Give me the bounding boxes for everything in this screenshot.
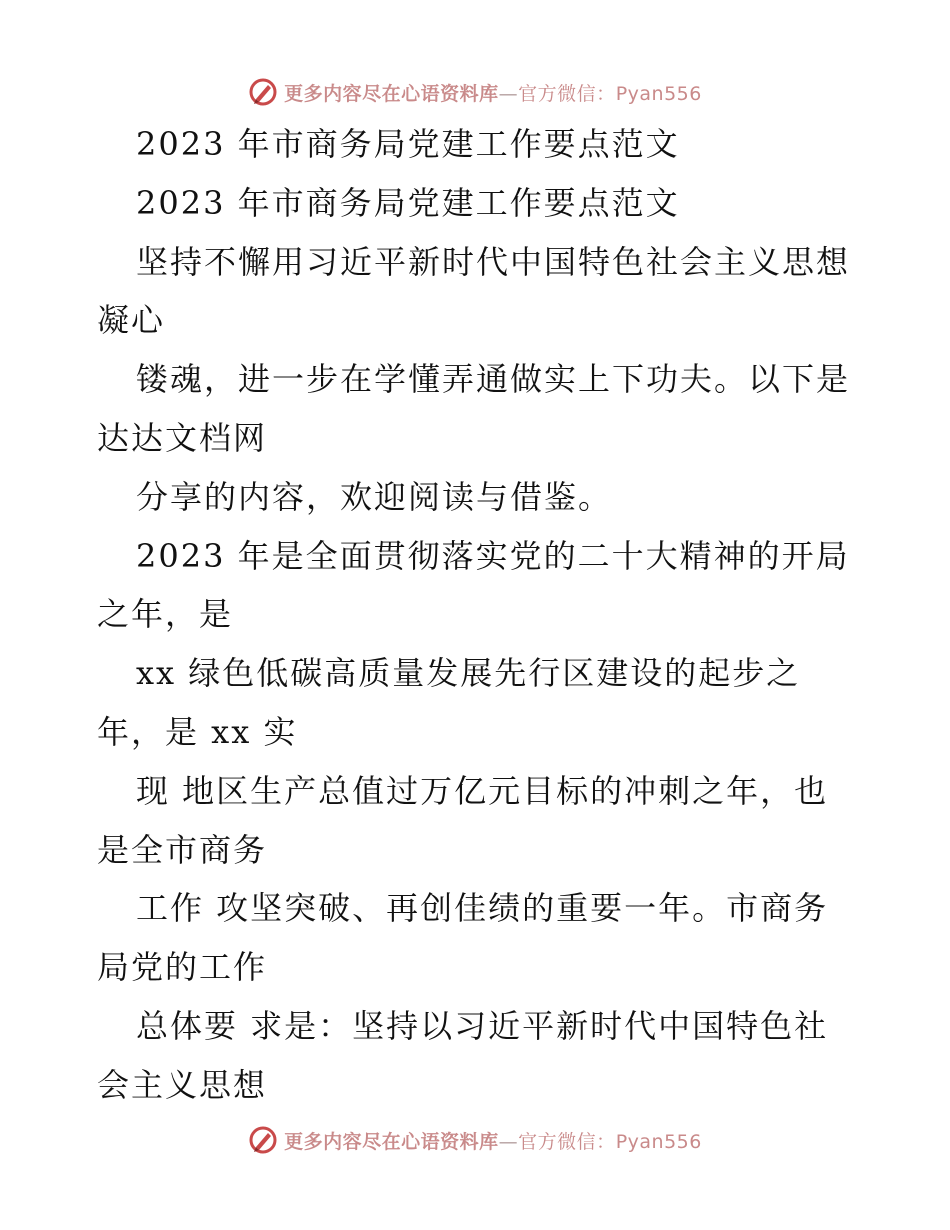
paragraph-line: 凝心: [97, 301, 166, 339]
pen-logo-icon: [248, 77, 278, 107]
paragraph-line: xx 绿色低碳高质量发展先行区建设的起步之: [136, 654, 801, 692]
watermark-brand: 更多内容尽在心语资料库: [284, 1130, 499, 1153]
title-line: 2023 年市商务局党建工作要点范文: [136, 125, 680, 163]
watermark-label: 官方微信：: [518, 82, 616, 105]
paragraph-line: 分享的内容，欢迎阅读与借鉴。: [136, 478, 613, 516]
watermark-separator: —: [498, 82, 519, 105]
paragraph-line: 工作 攻坚突破、再创佳绩的重要一年。市商务: [136, 889, 829, 927]
paragraph-line: 总体要 求是：坚持以习近平新时代中国特色社: [136, 1007, 829, 1045]
paragraph-line: 现 地区生产总值过万亿元目标的冲刺之年，也: [136, 772, 829, 810]
watermark-header: [0, 72, 950, 112]
paragraph-line: 局党的工作: [97, 948, 268, 986]
paragraph-line: 是全市商务: [97, 831, 268, 869]
watermark-separator: —: [498, 1130, 519, 1153]
title-line: 2023 年市商务局党建工作要点范文: [136, 184, 680, 222]
watermark-brand: 更多内容尽在心语资料库: [284, 82, 499, 105]
watermark-account: Pyan556: [615, 1130, 702, 1153]
paragraph-line: 之年，是: [97, 595, 234, 633]
pen-logo-icon: [248, 1125, 278, 1155]
paragraph-line: 年，是 xx 实: [97, 713, 298, 751]
paragraph-line: 2023 年是全面贯彻落实党的二十大精神的开局: [136, 537, 850, 575]
paragraph-line: 坚持不懈用习近平新时代中国特色社会主义思想: [136, 243, 851, 281]
watermark-text: [284, 79, 702, 106]
watermark-label: 官方微信：: [518, 1130, 616, 1153]
paragraph-line: 会主义思想: [97, 1066, 268, 1104]
watermark-text: [284, 1127, 702, 1154]
watermark-account: Pyan556: [615, 82, 702, 105]
paragraph-line: 镂魂，进一步在学懂弄通做实上下功夫。以下是: [136, 360, 851, 398]
watermark-footer: [0, 1120, 950, 1160]
paragraph-line: 达达文档网: [97, 419, 268, 457]
